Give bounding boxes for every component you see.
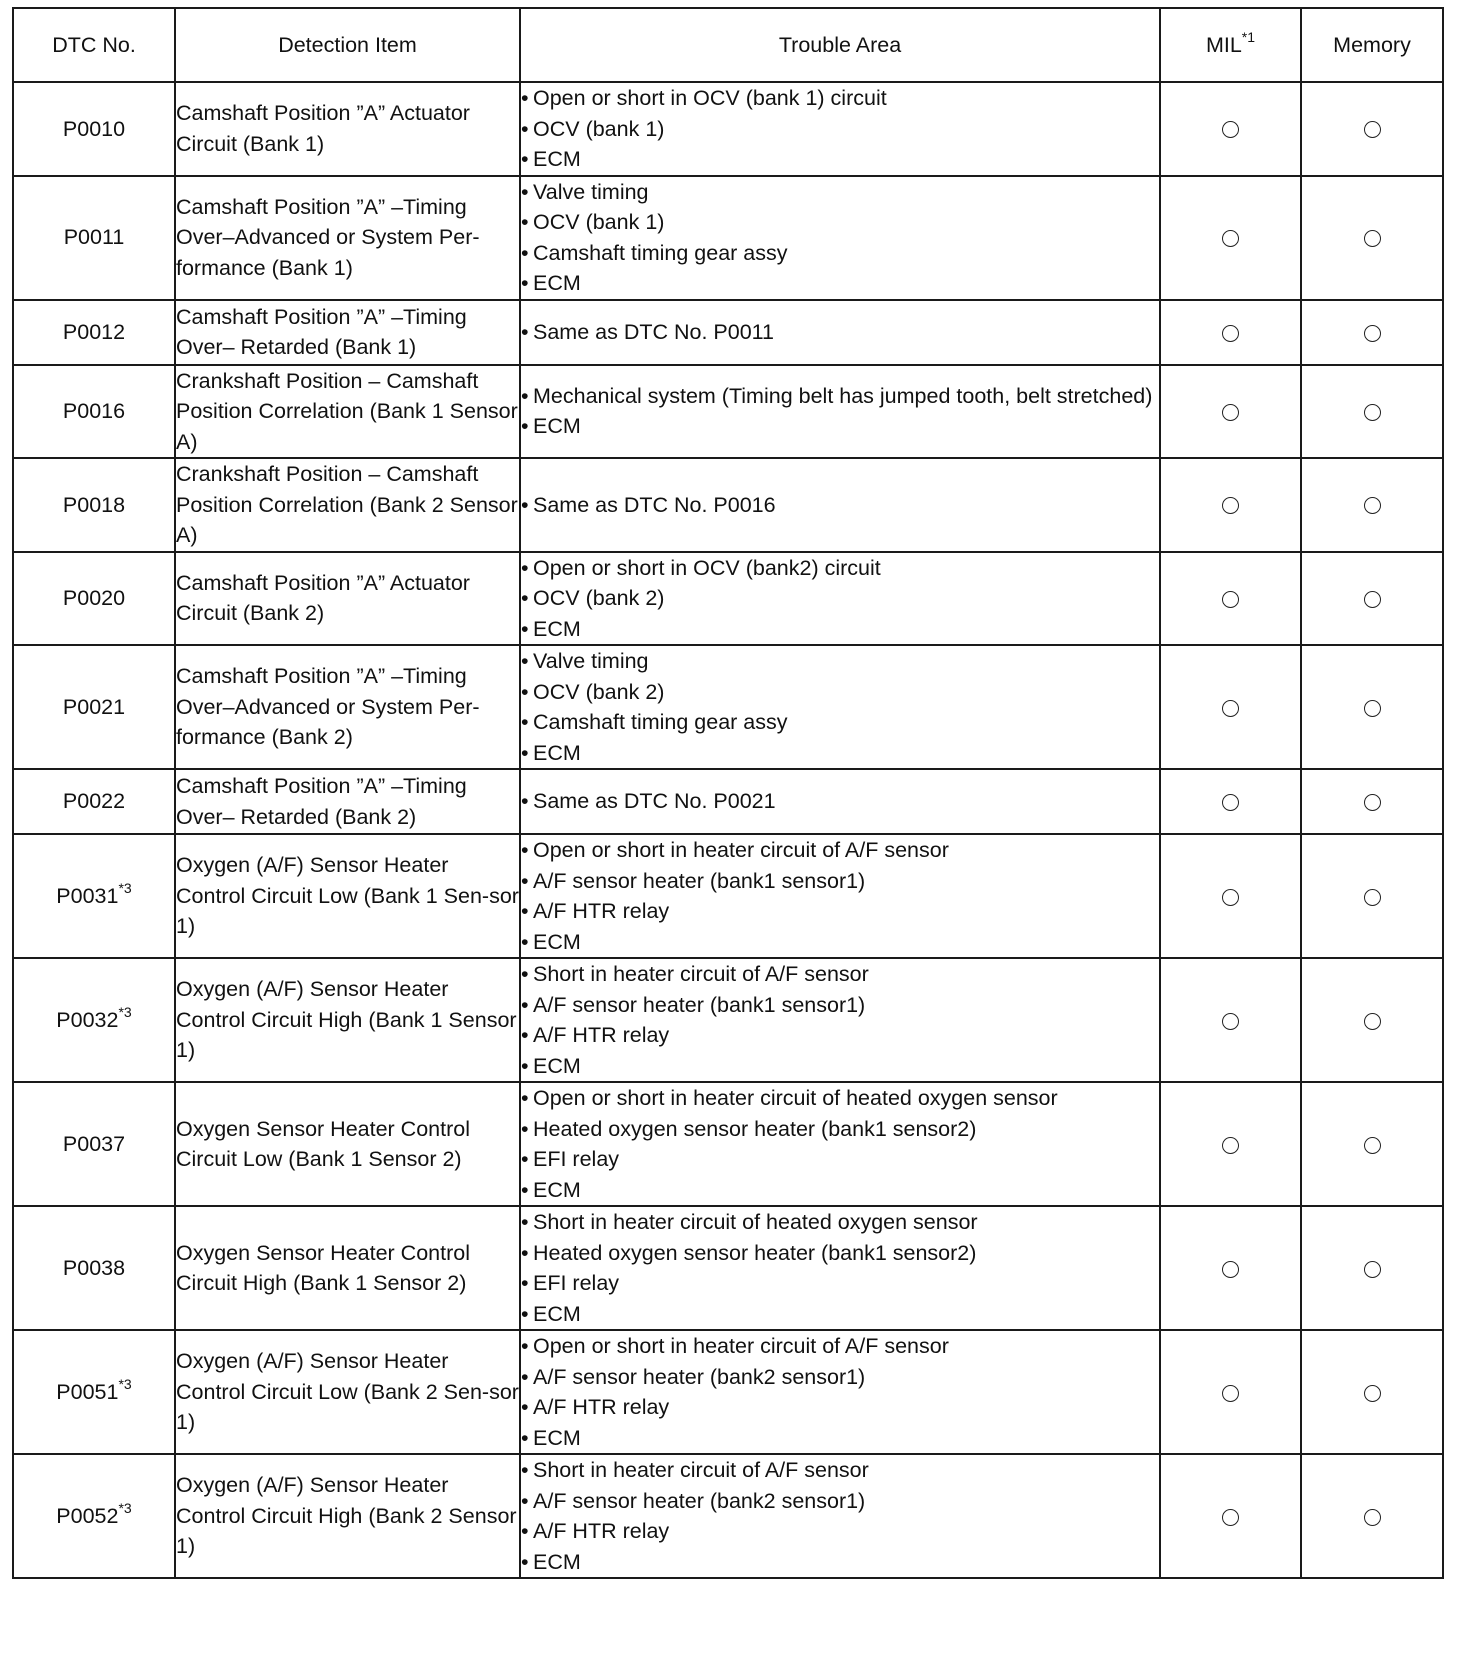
trouble-area-bullet: • ECM [521,1175,1159,1206]
table-row [13,365,1443,459]
trouble-area-bullet: • ECM [521,144,1159,175]
table-header-row [13,8,1443,82]
mil-cell [1160,1454,1301,1578]
circle-icon [1364,591,1381,608]
table-row [13,552,1443,646]
trouble-area-bullet: • Short in heater circuit of heated oxygen sensor [521,1207,1159,1238]
dtc-number: P0012 [62,319,126,344]
memory-cell [1301,365,1443,459]
circle-icon [1222,794,1239,811]
circle-icon [1364,1137,1381,1154]
detection-item-cell: Camshaft Position ”A” –Timing Over–Advanced or System Per-formance (Bank 1) [175,176,520,300]
trouble-area-bullet: • EFI relay [521,1144,1159,1175]
circle-icon [1364,794,1381,811]
dtc-number: P0037 [62,1131,126,1156]
mil-cell [1160,645,1301,769]
mil-cell [1160,365,1301,459]
trouble-area-cell [520,645,1160,769]
trouble-area-bullet: • Mechanical system (Timing belt has jumped tooth, belt stretched) [521,381,1159,412]
circle-icon [1222,1261,1239,1278]
detection-item-cell: Crankshaft Position – Camshaft Position Correlation (Bank 2 Sensor A) [175,458,520,552]
trouble-area-bullet: • OCV (bank 1) [521,207,1159,238]
dtc-number-cell [13,834,175,958]
circle-icon [1222,591,1239,608]
trouble-area-bullet: • Same as DTC No. P0016 [521,490,1159,521]
table-row [13,1330,1443,1454]
table-row [13,1454,1443,1578]
trouble-area-bullet: • ECM [521,268,1159,299]
table-body [13,82,1443,1578]
trouble-area-bullet: • ECM [521,738,1159,769]
dtc-number: P0011 [63,225,125,250]
dtc-number-cell [13,645,175,769]
dtc-number: P0031 [56,883,119,908]
detection-item-cell: Camshaft Position ”A” –Timing Over– Retarded (Bank 2) [175,769,520,834]
dtc-number-cell [13,300,175,365]
circle-icon [1364,1509,1381,1526]
memory-cell [1301,82,1443,176]
trouble-area-bullet: • Short in heater circuit of A/F sensor [521,1455,1159,1486]
memory-cell [1301,300,1443,365]
detection-item-cell: Camshaft Position ”A” –Timing Over–Advanced or System Per-formance (Bank 2) [175,645,520,769]
circle-icon [1222,325,1239,342]
memory-cell [1301,1082,1443,1206]
table-row [13,1082,1443,1206]
circle-icon [1222,404,1239,421]
memory-cell [1301,958,1443,1082]
dtc-number-cell [13,1082,175,1206]
trouble-area-bullet: • Same as DTC No. P0011 [521,317,1159,348]
trouble-area-bullet: • Open or short in OCV (bank2) circuit [521,553,1159,584]
circle-icon [1222,1137,1239,1154]
memory-cell [1301,176,1443,300]
memory-cell [1301,1206,1443,1330]
dtc-number: P0022 [62,789,126,814]
mil-cell [1160,1082,1301,1206]
mil-cell [1160,1206,1301,1330]
trouble-area-cell [520,1206,1160,1330]
mil-cell [1160,769,1301,834]
trouble-area-bullet: • OCV (bank 1) [521,114,1159,145]
circle-icon [1364,230,1381,247]
trouble-area-bullet: • ECM [521,1051,1159,1082]
detection-item-cell: Camshaft Position ”A” –Timing Over– Retarded (Bank 1) [175,300,520,365]
trouble-area-bullet: • Open or short in heater circuit of heated oxygen sensor [521,1083,1159,1114]
dtc-number: P0032 [56,1007,119,1032]
circle-icon [1364,1385,1381,1402]
trouble-area-bullet: • Short in heater circuit of A/F sensor [521,959,1159,990]
trouble-area-cell [520,834,1160,958]
dtc-number-cell [13,769,175,834]
dtc-number: P0051 [56,1379,119,1404]
header-mil [1160,8,1301,82]
mil-cell [1160,82,1301,176]
trouble-area-bullet: • ECM [521,1547,1159,1578]
memory-cell [1301,1454,1443,1578]
header-memory: Memory [1301,8,1443,82]
table-row [13,958,1443,1082]
trouble-area-bullet: • A/F sensor heater (bank1 sensor1) [521,866,1159,897]
trouble-area-bullet: • OCV (bank 2) [521,583,1159,614]
circle-icon [1222,1385,1239,1402]
trouble-area-cell [520,1330,1160,1454]
trouble-area-bullet: • Open or short in OCV (bank 1) circuit [521,83,1159,114]
table-row [13,458,1443,552]
circle-icon [1364,700,1381,717]
trouble-area-bullet: • ECM [521,1299,1159,1330]
circle-icon [1222,1509,1239,1526]
trouble-area-bullet: • A/F sensor heater (bank1 sensor1) [521,990,1159,1021]
header-detection-item: Detection Item [175,8,520,82]
detection-item-cell: Oxygen (A/F) Sensor Heater Control Circuit High (Bank 1 Sensor 1) [175,958,520,1082]
circle-icon [1364,1261,1381,1278]
memory-cell [1301,1330,1443,1454]
header-mil-label: MIL [1205,32,1242,57]
dtc-number-cell [13,458,175,552]
dtc-number: P0052 [56,1503,119,1528]
memory-cell [1301,458,1443,552]
trouble-area-bullet: • Valve timing [521,646,1159,677]
table-row [13,176,1443,300]
memory-cell [1301,834,1443,958]
mil-cell [1160,1330,1301,1454]
detection-item-cell: Oxygen (A/F) Sensor Heater Control Circuit High (Bank 2 Sensor 1) [175,1454,520,1578]
trouble-area-cell [520,958,1160,1082]
memory-cell [1301,645,1443,769]
circle-icon [1222,230,1239,247]
dtc-footnote: *3 [118,1375,132,1392]
dtc-number-cell [13,1206,175,1330]
table-row [13,82,1443,176]
trouble-area-bullet: • A/F sensor heater (bank2 sensor1) [521,1486,1159,1517]
trouble-area-bullet: • ECM [521,614,1159,645]
dtc-number-cell [13,1330,175,1454]
trouble-area-bullet: • ECM [521,1423,1159,1454]
trouble-area-cell [520,176,1160,300]
mil-cell [1160,552,1301,646]
trouble-area-bullet: • Camshaft timing gear assy [521,707,1159,738]
memory-cell [1301,769,1443,834]
trouble-area-bullet: • A/F HTR relay [521,896,1159,927]
detection-item-cell: Crankshaft Position – Camshaft Position Correlation (Bank 1 Sensor A) [175,365,520,459]
header-dtc-no: DTC No. [13,8,175,82]
dtc-number-cell [13,82,175,176]
dtc-footnote: *3 [118,879,132,896]
dtc-number: P0038 [62,1255,126,1280]
detection-item-cell: Camshaft Position ”A” Actuator Circuit (Bank 2) [175,552,520,646]
trouble-area-bullet: • A/F HTR relay [521,1392,1159,1423]
dtc-footnote: *3 [118,1003,132,1020]
trouble-area-cell [520,1082,1160,1206]
trouble-area-cell [520,769,1160,834]
mil-cell [1160,300,1301,365]
trouble-area-bullet: • Heated oxygen sensor heater (bank1 sensor2) [521,1114,1159,1145]
dtc-number-cell [13,552,175,646]
trouble-area-cell [520,365,1160,459]
circle-icon [1222,700,1239,717]
trouble-area-cell [520,82,1160,176]
trouble-area-bullet: • A/F sensor heater (bank2 sensor1) [521,1362,1159,1393]
detection-item-cell: Oxygen (A/F) Sensor Heater Control Circuit Low (Bank 2 Sen-sor 1) [175,1330,520,1454]
trouble-area-bullet: • Same as DTC No. P0021 [521,786,1159,817]
trouble-area-bullet: • Open or short in heater circuit of A/F sensor [521,835,1159,866]
circle-icon [1222,889,1239,906]
mil-cell [1160,176,1301,300]
trouble-area-bullet: • Heated oxygen sensor heater (bank1 sensor2) [521,1238,1159,1269]
trouble-area-bullet: • ECM [521,927,1159,958]
mil-cell [1160,958,1301,1082]
trouble-area-bullet: • EFI relay [521,1268,1159,1299]
header-mil-footnote: *1 [1241,28,1256,45]
trouble-area-bullet: • Camshaft timing gear assy [521,238,1159,269]
dtc-number: P0021 [62,694,126,719]
detection-item-cell: Oxygen Sensor Heater Control Circuit Low (Bank 1 Sensor 2) [175,1082,520,1206]
trouble-area-bullet: • ECM [521,411,1159,442]
dtc-number-cell [13,365,175,459]
header-trouble-area: Trouble Area [520,8,1160,82]
detection-item-cell: Camshaft Position ”A” Actuator Circuit (Bank 1) [175,82,520,176]
table-row [13,1206,1443,1330]
dtc-table [12,7,1444,1579]
detection-item-cell: Oxygen (A/F) Sensor Heater Control Circuit Low (Bank 1 Sen-sor 1) [175,834,520,958]
trouble-area-cell [520,458,1160,552]
dtc-number: P0010 [62,116,126,141]
mil-cell [1160,834,1301,958]
circle-icon [1364,1013,1381,1030]
circle-icon [1364,121,1381,138]
circle-icon [1364,404,1381,421]
dtc-number: P0018 [62,492,126,517]
dtc-number-cell [13,958,175,1082]
circle-icon [1364,889,1381,906]
detection-item-cell: Oxygen Sensor Heater Control Circuit High (Bank 1 Sensor 2) [175,1206,520,1330]
dtc-number: P0020 [62,586,126,610]
dtc-number-cell [13,1454,175,1578]
memory-cell [1301,552,1443,646]
trouble-area-bullet: • OCV (bank 2) [521,677,1159,708]
table-row [13,300,1443,365]
dtc-number: P0016 [62,399,126,423]
trouble-area-bullet: • A/F HTR relay [521,1516,1159,1547]
circle-icon [1222,1013,1239,1030]
table-row [13,645,1443,769]
dtc-number-cell [13,176,175,300]
circle-icon [1222,497,1239,514]
trouble-area-cell [520,300,1160,365]
trouble-area-bullet: • A/F HTR relay [521,1020,1159,1051]
trouble-area-bullet: • Valve timing [521,177,1159,208]
table-row [13,834,1443,958]
circle-icon [1222,121,1239,138]
mil-cell [1160,458,1301,552]
trouble-area-cell [520,552,1160,646]
trouble-area-bullet: • Open or short in heater circuit of A/F sensor [521,1331,1159,1362]
dtc-footnote: *3 [118,1499,132,1516]
circle-icon [1364,325,1381,342]
trouble-area-cell [520,1454,1160,1578]
table-row [13,769,1443,834]
circle-icon [1364,497,1381,514]
